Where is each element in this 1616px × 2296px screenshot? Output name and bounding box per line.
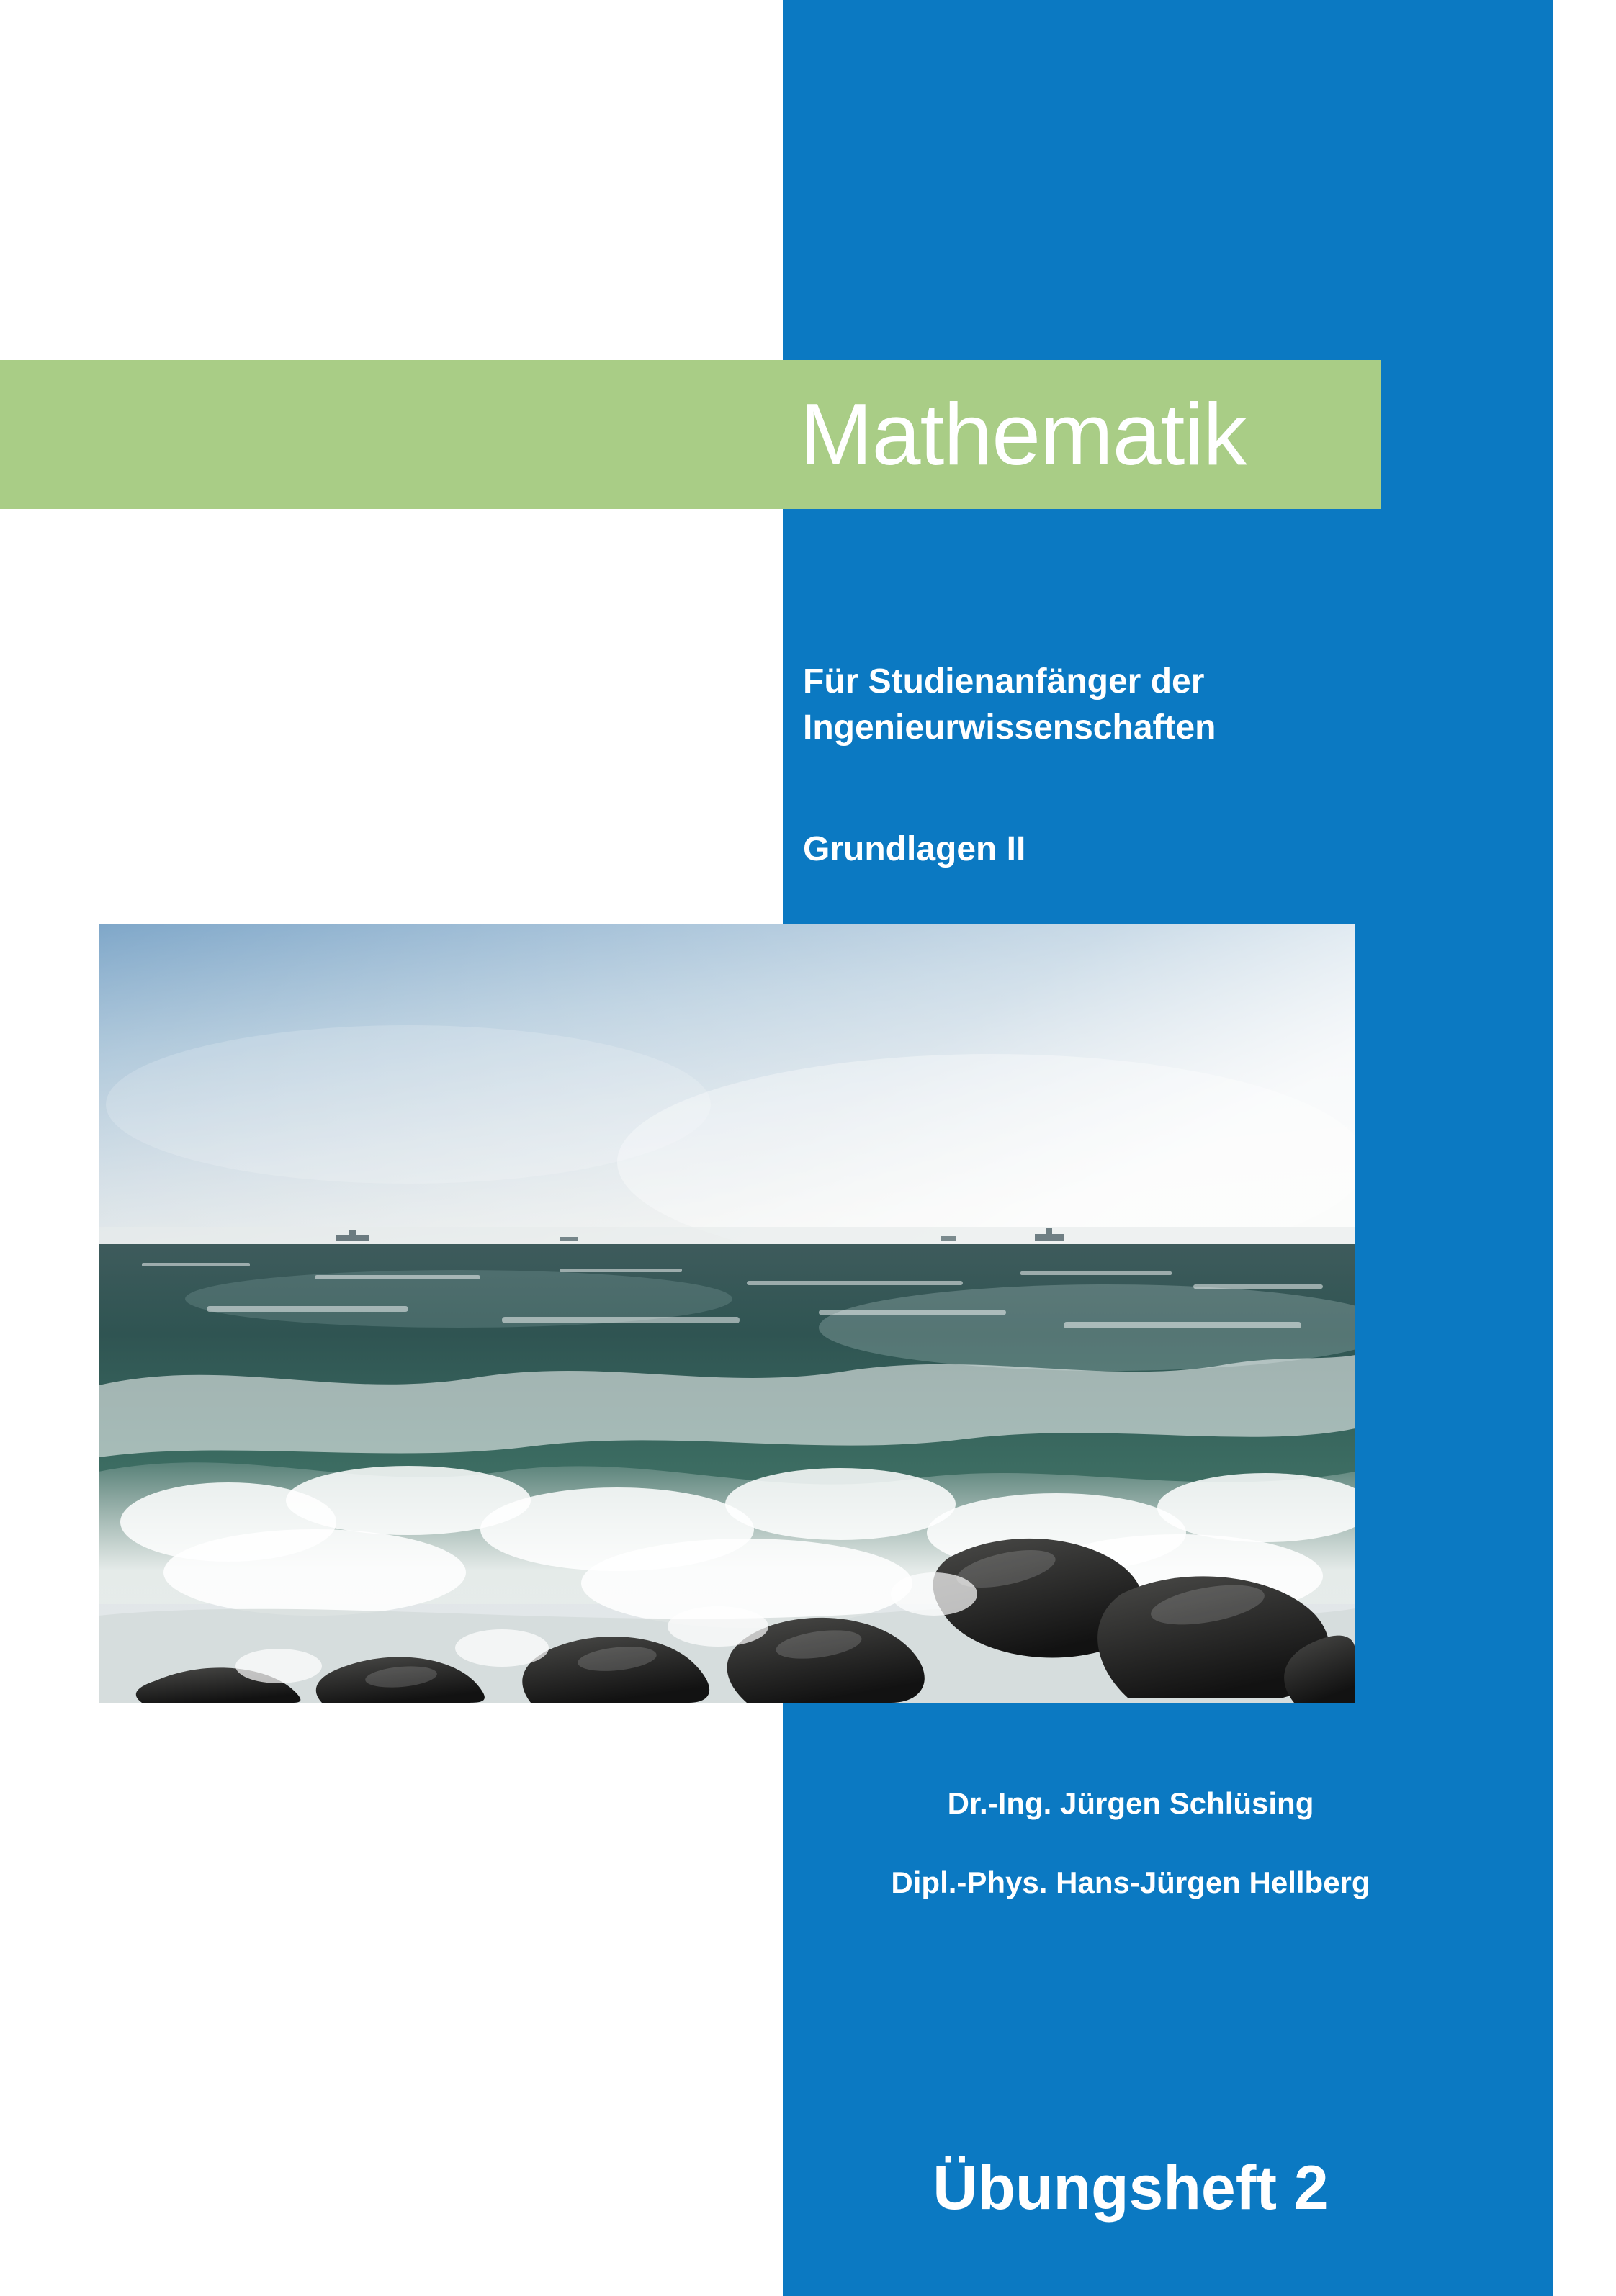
subtitle-line-1: Für Studienanfänger der xyxy=(803,662,1205,701)
volume-label: Grundlagen II xyxy=(803,830,1026,868)
booklet-label: Übungsheft 2 xyxy=(933,2153,1329,2223)
page-title: Mathematik xyxy=(799,385,1247,483)
cover-photo xyxy=(99,924,1355,1703)
subtitle-line-2: Ingenieurwissenschaften xyxy=(803,708,1216,747)
author-1: Dr.-Ing. Jürgen Schlüsing xyxy=(947,1786,1314,1820)
cover-photo-illustration xyxy=(99,924,1355,1703)
authors xyxy=(792,1764,1469,1922)
subtitle xyxy=(803,659,1444,751)
author-2: Dipl.-Phys. Hans-Jürgen Hellberg xyxy=(891,1865,1370,1899)
